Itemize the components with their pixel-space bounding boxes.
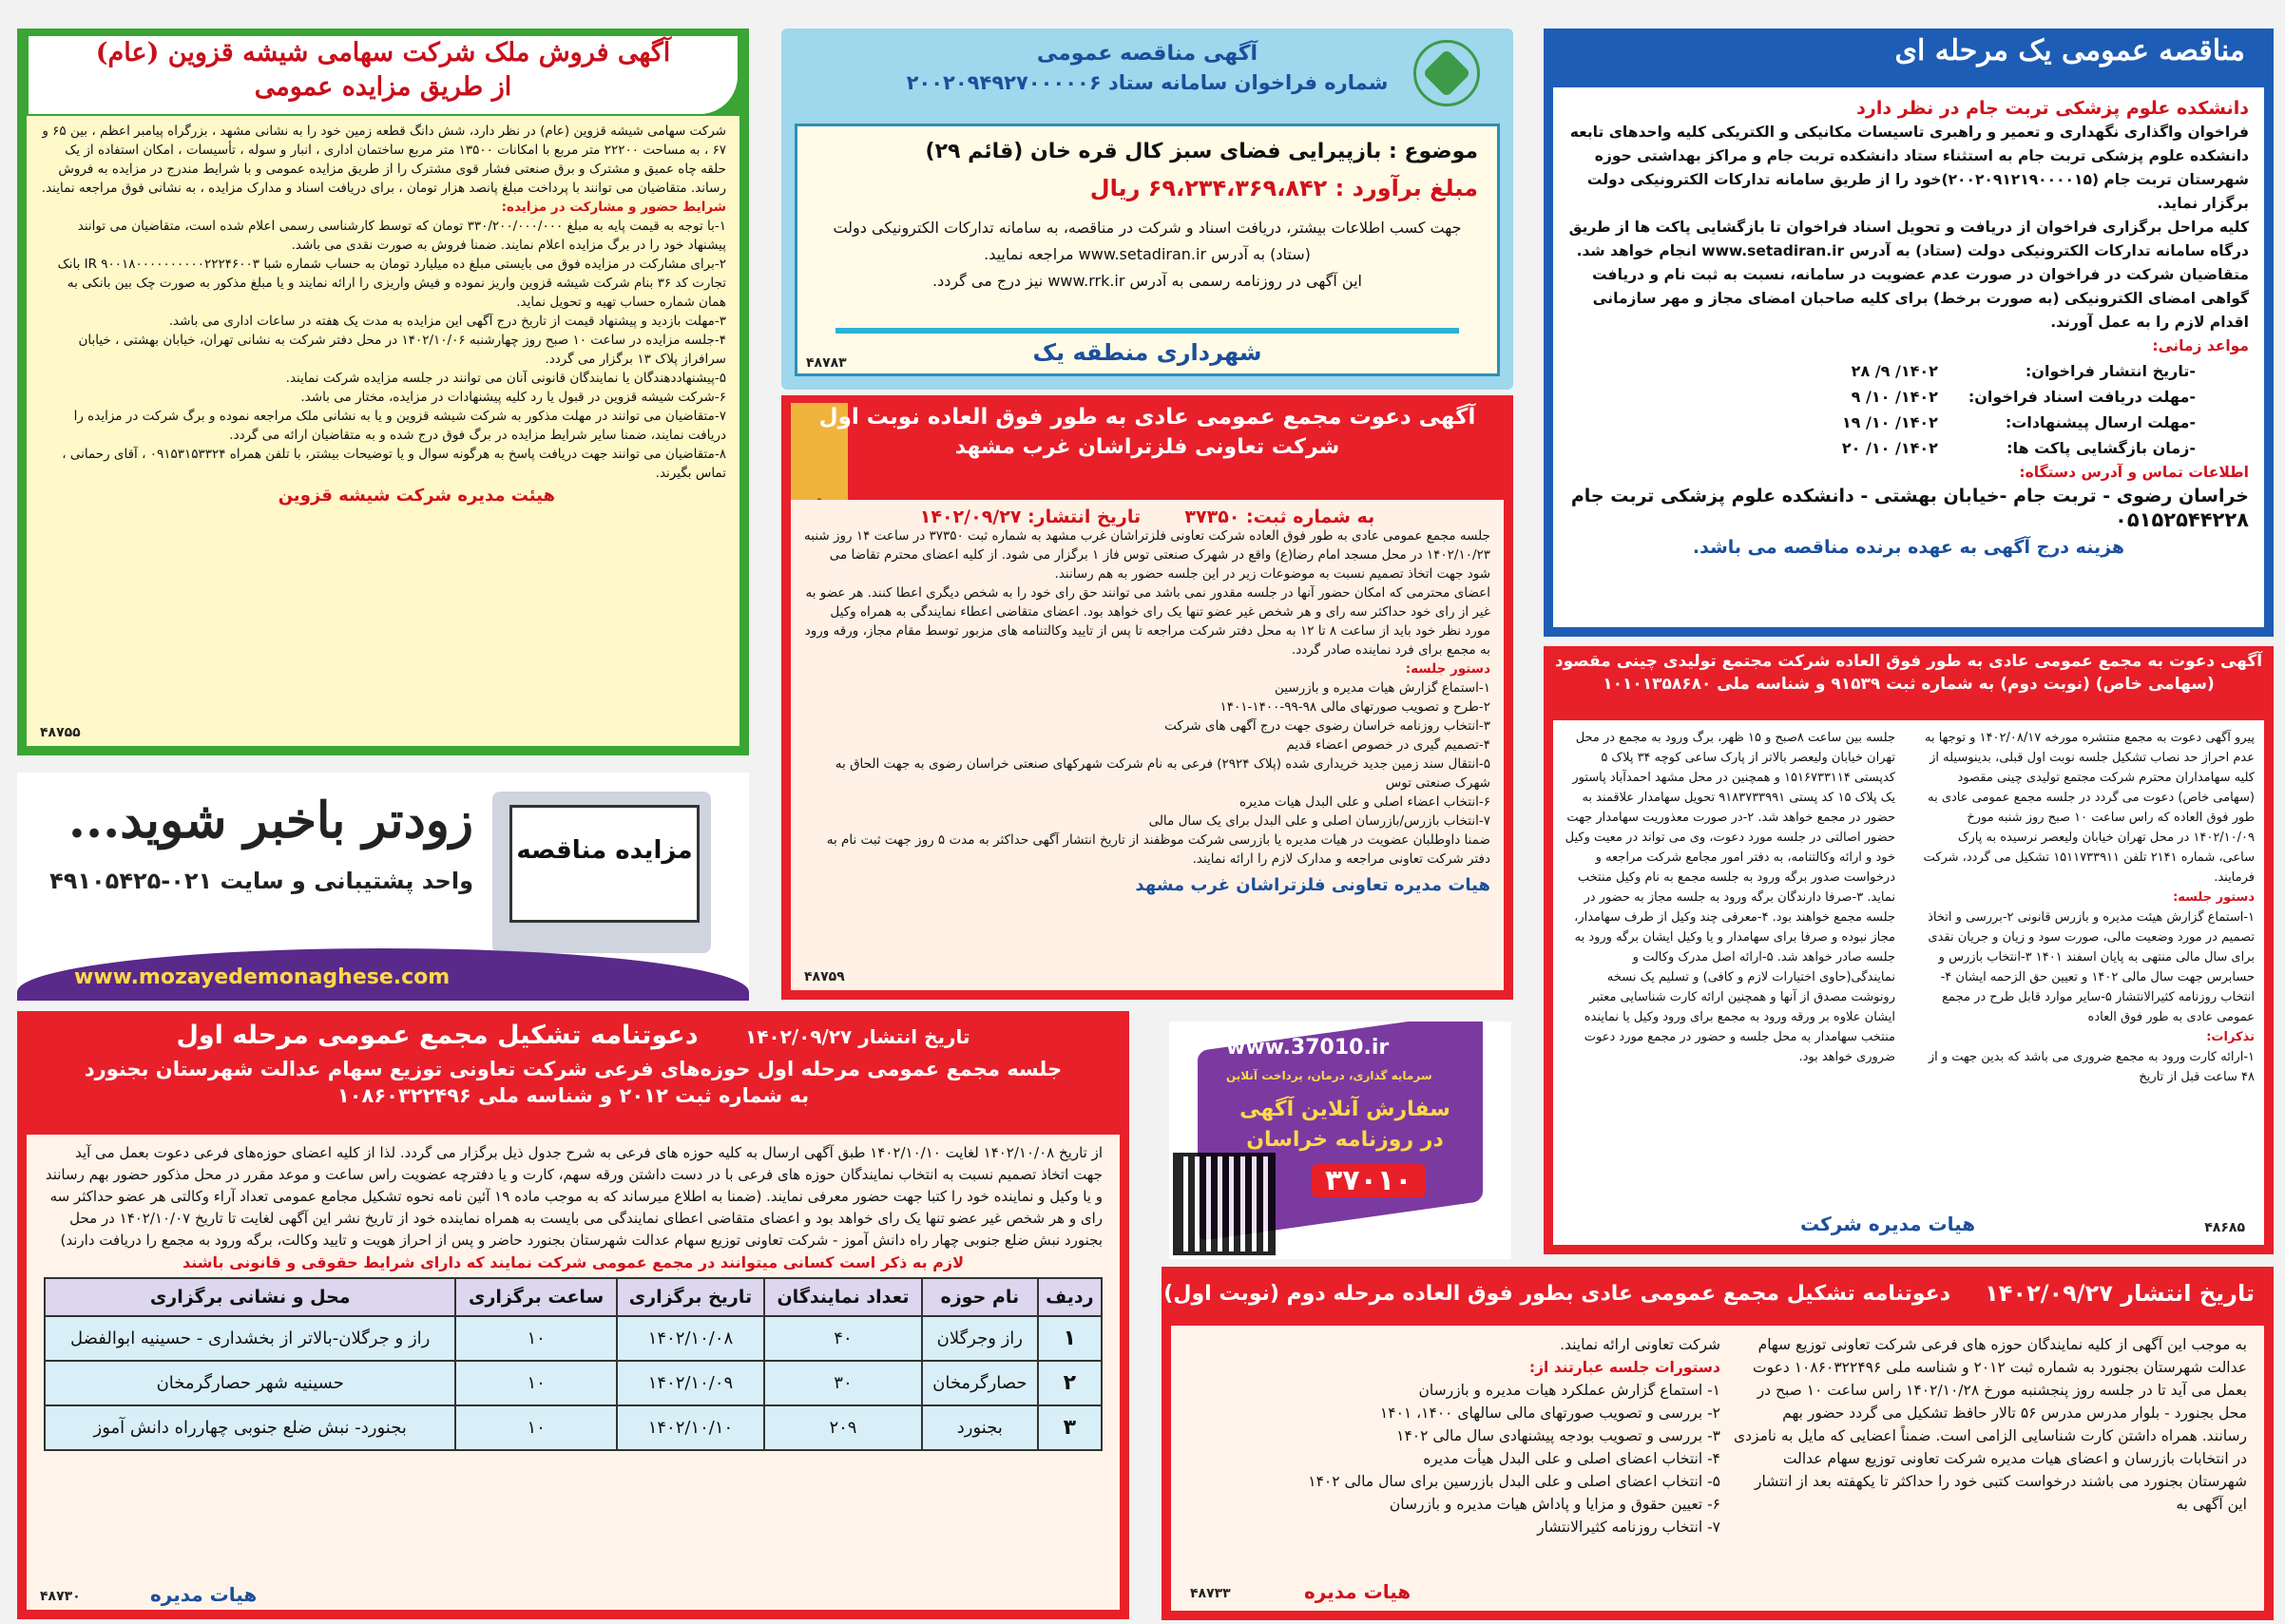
- ad-torbat-title: مناقصه عمومی یک مرحله ای: [1894, 34, 2245, 67]
- table-cell: ۴۰: [764, 1316, 922, 1361]
- ad-code: ۴۸۷۸۸: [1565, 608, 1605, 623]
- ad-glass-title: آگهی فروش ملک شرکت سهامی شیشه قزوین (عام): [95, 38, 671, 67]
- ad-china-body: [1553, 720, 2264, 1245]
- ad-bojnurd2-footer: هیات مدیره: [1304, 1580, 1411, 1603]
- ad-37010-line: سفارش آنلاین آگهی: [1239, 1098, 1450, 1121]
- ad-bojnurd2-title: دعوتنامه تشکیل مجمع عمومی عادی بطور فوق العاده مرحله دوم (نوبت اول): [1163, 1282, 1950, 1306]
- ad-bojnurd1-table: [44, 1277, 1103, 1451]
- ad-bojnurd2-agenda-item: ۳- بررسی و تصویب بودجه پیشنهادی سال مالی ۱۴۰۲: [1396, 1427, 1720, 1444]
- ad-china-subtitle: (سهامی خاص) (نوبت دوم) به شماره ثبت ۹۱۵۳۹ و شناسه ملی ۱۰۱۰۱۳۵۸۶۸۰: [1603, 675, 2215, 694]
- table-row: [1827, 358, 2211, 384]
- date-label: -مهلت ارسال پیشنهادات:: [2005, 413, 2196, 431]
- ad-37010-url[interactable]: www.37010.ir: [1226, 1036, 1390, 1060]
- ad-tender1-description: این آگهی در روزنامه رسمی به آدرس www.rrk.ir نیز درج می گردد.: [932, 272, 1362, 290]
- date-value: ۱۴۰۲/ ۱۰/ ۲۰: [1841, 439, 1938, 457]
- column-header: ردیف: [1038, 1278, 1102, 1316]
- ad-code: ۴۸۶۸۵: [2204, 1220, 2245, 1235]
- ad-glass-conditions-title: شرایط حضور و مشارکت در مزایده:: [501, 200, 726, 215]
- column-header: تاریخ برگزاری: [617, 1278, 764, 1316]
- ad-tender1-number: شماره فراخوان سامانه ستاد ۲۰۰۲۰۹۴۹۲۷۰۰۰۰۰۶: [906, 71, 1389, 94]
- ad-felez-meta: [804, 507, 1490, 526]
- ad-felez-agenda-item: ۲-طرح و تصویب صورتهای مالی ۹۸-۹۹-۱۴۰۰-۱۴۰۱: [1219, 699, 1490, 715]
- ad-zoodtar-banner: [17, 773, 749, 1001]
- ad-tender1-subject: موضوع : بازپیرایی فضای سبز کال قره خان (قائم ۲۹): [925, 140, 1478, 163]
- ad-glass-condition: ۳-مهلت بازدید و پیشنهاد قیمت از تاریخ درج آگهی این مزایده به مدت یک هفته در ساعات اداری می باشد.: [168, 314, 726, 329]
- ad-bojnurd1-title-line: [17, 1011, 1129, 1050]
- table-row: [45, 1361, 1102, 1405]
- ad-glass-condition: ۸-متقاضیان می توانند جهت دریافت پاسخ به هرگونه سوال و یا توضیحات بیشتر، با تلفن همراه ۰۹۱۵۳۱۵۳۳۲۴ ، آقای رحمانی ، تماس بگیرند.: [62, 447, 726, 481]
- ad-bojnurd2-header: [1162, 1267, 2274, 1326]
- table-cell: ۱۴۰۲/۱۰/۰۸: [617, 1316, 764, 1361]
- ad-china-assembly: [1544, 646, 2274, 1254]
- date-value: ۱۴۰۲/ ۹/ ۲۸: [1851, 362, 1938, 380]
- ad-bojnurd1-footer: هیات مدیره: [150, 1583, 258, 1606]
- ad-felez-body: [791, 500, 1504, 990]
- table-cell: ۱۰: [455, 1405, 616, 1450]
- ad-tender1-description: جهت کسب اطلاعات بیشتر، دریافت اسناد و شرکت در مناقصه، به سامانه تدارکات الکترونیکی دولت (ستاد) به آدرس www.setadiran.ir مراجعه نمایید.: [833, 219, 1462, 263]
- ad-tender1-org: شهرداری منطقه یک: [835, 328, 1459, 366]
- ad-felez-assembly: [781, 395, 1513, 1000]
- table-row: [1827, 410, 2211, 435]
- ad-bojnurd1-registration: به شماره ثبت ۲۰۱۲ و شناسه ملی ۱۰۸۶۰۳۲۲۴۹۶: [336, 1084, 810, 1107]
- table-cell: ۱۴۰۲/۱۰/۰۹: [617, 1361, 764, 1405]
- table-cell: بجنورد- نبش ضلع جنوبی چهارراه دانش آموز: [45, 1405, 455, 1450]
- ad-bojnurd2-left-column: [1188, 1333, 1720, 1538]
- logo-mozayede: [509, 805, 700, 923]
- ad-china-agenda: ۱-استماع گزارش هیئت مدیره و بازرس قانونی ۲-بررسی و اتخاذ تصمیم در مورد وضعیت مالی، صورت سود و زیان و جریان نقدی برای سال مالی منتهی به پایان اسفند ۱۴۰۱ ۳-انتخاب بازرس و حسابرس جهت سال مالی ۱۴۰۲ و تعیین حق الزحمه ایشان ۴-انتخاب روزنامه کثیرالانتشار ۵-سایر موارد قابل طرح در مجمع عمومی عادی به طور فوق العاده: [1928, 910, 2255, 1024]
- ad-felez-agenda-item: ۵-انتقال سند زمین جدید خریداری شده (پلاک ۲۹۲۴) فرعی به نام شرکت شهرکهای صنعتی خراسان رضوی به جهت الحاق به شهرک صنعتی توس: [835, 756, 1490, 791]
- ad-glass-condition: ۷-متقاضیان می توانند در مهلت مذکور به شرکت شیشه قزوین و یا به نشانی ملک مراجعه نموده و برگ شرکت در مزایده را دریافت نمایند، ضمنا سایر شرایط مزایده در برگ فوق درج شده و به متقاضیان ارائه می گردد.: [73, 409, 726, 443]
- qr-code-icon: [1177, 1156, 1272, 1251]
- ad-china-title: آگهی دعوت به مجمع عمومی عادی به طور فوق العاده شرکت مجتمع تولیدی چینی مقصود: [1554, 652, 2263, 671]
- table-cell: ۱: [1038, 1316, 1102, 1361]
- table-cell: بجنورد: [922, 1405, 1038, 1450]
- ad-glass-condition: ۱-با توجه به قیمت پایه به مبلغ ۳۳۰/۲۰۰/۰۰۰/۰۰۰ تومان که توسط کارشناسی رسمی اعلام شده است، متقاضیان می توانند پیشنهاد خود را در برگ مزایده اعلام نمایند. ضمنا فروش به صورت نقدی می باشد.: [77, 219, 726, 253]
- ad-felez-reg: به شماره ثبت: ۳۷۳۵۰: [1184, 506, 1375, 527]
- ad-glass-condition: ۶-شرکت شیشه قزوین در قبول یا رد کلیه پیشنهادات در مزایده، مختار می باشد.: [300, 390, 726, 405]
- ad-china-header: [1544, 650, 2274, 716]
- ad-code: ۴۸۷۵۹: [804, 969, 845, 984]
- ad-felez-paragraph: اعضای محترمی که امکان حضور آنها در جلسه مقدور نمی باشد می توانند حق رای خود را به شخص دیگری اعطا کنند. هر عضو به غیر از رای خود حداکثر سه رای و هر شخص غیر عضو تنها یک رای خواهد بود. اعضای متقاضی اعطاء نمایندگی به همراه وکیل مورد نظر خود باید از ساعت ۸ تا ۱۲ به محل دفتر شرکت مراجعه تا پس از تایید وکالتنامه های مزبور توسط مقام مجاز، ورقه ورود به مجمع برای فرد نماینده صادر گردد.: [804, 585, 1490, 658]
- ad-zoodtar-title: زودتر باخبر شوید...: [67, 792, 473, 850]
- ad-torbat-address: خراسان رضوی - تربت جام -خیابان بهشتی - دانشکده علوم پزشکی تربت جام: [1570, 486, 2249, 506]
- ad-bojnurd1-date: تاریخ انتشار ۱۴۰۲/۰۹/۲۷: [744, 1025, 970, 1048]
- table-cell: راز وجرگلان: [922, 1316, 1038, 1361]
- ad-zoodtar-website[interactable]: www.mozayedemonaghese.com: [74, 965, 451, 989]
- table-cell: ۳۰: [764, 1361, 922, 1405]
- ad-torbat-note: هزینه درج آگهی به عهده برنده مناقصه می باشد.: [1692, 537, 2125, 558]
- ad-china-remark: ۱-ارائه کارت ورود به مجمع ضروری می باشد که بدین جهت و از ۴۸ ساعت قبل از تاریخ: [1928, 1050, 2255, 1084]
- ad-tender1-header: [781, 29, 1513, 124]
- table-cell: ۱۴۰۲/۱۰/۱۰: [617, 1405, 764, 1450]
- laptop-icon: [492, 792, 711, 953]
- date-value: ۱۴۰۲/ ۱۰/ ۱۹: [1841, 413, 1938, 431]
- table-row: [45, 1405, 1102, 1450]
- ad-felez-header: [781, 395, 1513, 500]
- ad-37010-line: در روزنامه خراسان: [1246, 1128, 1444, 1152]
- date-label: -مهلت دریافت اسناد فراخوان:: [1968, 388, 2196, 406]
- date-label: -زمان بازگشایی پاکت ها:: [2007, 439, 2196, 457]
- table-cell: ۲۰۹: [764, 1405, 922, 1450]
- table-cell: ۳: [1038, 1405, 1102, 1450]
- ad-felez-date: تاریخ انتشار: ۱۴۰۲/۰۹/۲۷: [919, 506, 1142, 527]
- ad-glass-intro: شرکت سهامی شیشه قزوین (عام) در نظر دارد، شش دانگ قطعه زمین خود را به نشانی مشهد ، بزرگراه پیامبر اعظم ، بین ۶۵ و ۶۷ ، به مساحت ۲۲۲۰۰ متر مربع با امکانات ۱۳۵۰۰ متر مربع ساختمان اداری ، انبار و سوله ، تأسیسات ، امکان استفاده از یک حلقه چاه عمیق و مشترک و برق صنعتی فشار قوی مشترک را از طریق مزایده عمومی و با شرایط مندرج در مزایده به فروش رساند. متقاضیان می توانند با پرداخت مبلغ پانصد هزار تومان ، برای دریافت اسناد و مدارک مزایده ، به نشانی فوق مراجعه نمایند.: [41, 124, 726, 196]
- ad-bojnurd1-header: [17, 1011, 1129, 1135]
- ad-code: ۴۸۷۸۳: [806, 355, 847, 371]
- ad-bojnurd2-date: تاریخ انتشار ۱۴۰۲/۰۹/۲۷: [1985, 1280, 2255, 1307]
- ad-bojnurd2-agenda-item: ۴- انتخاب اعضای اصلی و علی البدل هیأت مدیره: [1423, 1450, 1720, 1467]
- ad-bojnurd1-subtitle: جلسه مجمع عمومی مرحله اول حوزه‌های فرعی شرکت تعاونی توزیع سهام عدالت شهرستان بجنورد: [84, 1058, 1063, 1080]
- ad-china-left-column: [1563, 728, 1895, 1199]
- table-cell: راز و جرگلان-بالاتر از بخشداری - حسینیه ابوالفضل: [45, 1316, 455, 1361]
- ad-37010-number: ۳۷۰۱۰: [1312, 1164, 1426, 1197]
- ad-tender-district1: [781, 29, 1513, 390]
- ad-bojnurd2-agenda-item: ۵- انتخاب اعضای اصلی و علی البدل بازرسین برای سال مالی ۱۴۰۲: [1308, 1473, 1720, 1490]
- ad-bojnurd2-agenda-item: ۱- استماع گزارش عملکرد هیات مدیره و بازرسان: [1418, 1382, 1720, 1399]
- ad-bojnurd2-agenda-item: ۶- تعیین حقوق و مزایا و پاداش هیات مدیره و بازرسان: [1389, 1496, 1720, 1513]
- table-header-row: [45, 1278, 1102, 1316]
- ad-bojnurd1-body: [27, 1135, 1120, 1610]
- ad-china-text: پیرو آگهی دعوت به مجمع منتشره مورخه ۱۴۰۲/۰۸/۱۷ و توجها به عدم احراز حد نصاب تشکیل جلسه نوبت اول قبلی، بدینوسیله از کلیه سهامداران محترم شرکت مجتمع تولیدی چینی مقصود (سهامی خاص) دعوت می گردد در جلسه مجمع عمومی عادی به طور فوق العاده که راس ساعت ۱۰ صبح روز شنبه مورخ ۱۴۰۲/۱۰/۰۹ در محل تهران خیابان ولیعصر نرسیده به پارک ساعی، شماره ۲۱۴۱ تلفن ۱۵۱۱۷۳۳۹۱۱ تشکیل می گردد، شرکت فرمایند.: [1923, 731, 2255, 885]
- ad-felez-agenda-item: ۱-استماع گزارش هیات مدیره و بازرسین: [1274, 680, 1490, 696]
- ad-torbat-tender: [1544, 29, 2274, 637]
- ad-bojnurd1-title: دعوتنامه تشکیل مجمع عمومی مرحله اول: [176, 1021, 699, 1050]
- ad-bojnurd2-text: شرکت تعاونی ارائه نمایند.: [1560, 1336, 1720, 1353]
- column-header: نام حوزه: [922, 1278, 1038, 1316]
- table-row: [1827, 384, 2211, 410]
- column-header: محل و نشانی برگزاری: [45, 1278, 455, 1316]
- ad-bojnurd2-body: [1171, 1326, 2264, 1611]
- ad-code: ۴۸۷۳۰: [40, 1589, 81, 1604]
- logo-text: مزایده مناقصه: [516, 836, 693, 865]
- ad-torbat-contact-title: اطلاعات تماس و آدرس دستگاه:: [2019, 464, 2249, 481]
- table-row: [45, 1316, 1102, 1361]
- ad-torbat-paragraph: کلیه مراحل برگزاری فراخوان از دریافت و تحویل اسناد فراخوان تا بازگشایی پاکت ها از طریق درگاه سامانه تدارکات الکترونیکی دولت (ستاد) به آدرس www.setadiran.ir انجام خواهد شد.: [1568, 219, 2249, 259]
- ad-bojnurd1-warning: لازم به ذکر است کسانی میتوانند در مجمع عمومی شرکت نمایند که دارای شرایط حقوقی و قانونی باشند: [182, 1253, 964, 1271]
- ad-glass-condition: ۵-پیشنهاددهندگان یا نمایندگان قانونی آنان می توانند در جلسه مزایده شرکت نمایند.: [285, 371, 726, 386]
- ad-torbat-paragraph: فراخوان واگذاری نگهداری و تعمیر و راهبری تاسیسات مکانیکی و الکتریکی کلیه واحدهای تابعه دانشکده علوم پزشکی تربت جام به استثناء ستاد دانشکده تربت جام و مراکز بهداشتی حوزه شهرستان تربت جام (۲۰۰۲۰۹۱۲۱۹۰۰۰۰۱۵)خود را از طریق سامانه تدارکات الکترونیکی دولت برگزار نماید.: [1569, 124, 2249, 212]
- ad-glass-body: [27, 116, 739, 746]
- ad-bojnurd1-text: از تاریخ ۱۴۰۲/۱۰/۰۸ لغایت ۱۴۰۲/۱۰/۱۰ طبق آگهی ارسال به کلیه حوزه های فرعی به شرح جدول ذیل برگزار می گردد. لذا از کلیه اعضای حوزه‌های فرعی دعوت بعمل می آید جهت اتخاذ تصمیم نسبت به انتخاب نمایندگان حوزه های فرعی با در دست داشتن ورقه سهم، کارت و یا دفترچه عضویت راس ساعت و موعد مقرر در محل مذکور حضور بهم رسانند و یا وکیل و نماینده خود را کتبا جهت حضور معرفی نمایند. (ضمنا به اطلاع میرساند که به موجب ماده ۱۹ آئین نامه نحوه تشکیل مجامع عمومی تعداد آراء وکالتی هر عضو حداکثر سه رای و هر شخص غیر عضو تنها یک رای خواهد بود و اعضای متقاضی اعطای نمایندگی می بایست به همراه نماینده خود از تاریخ نشر این آگهی لغایت تا تاریخ ۱۴۰۲/۱۰/۰۷ در محل بجنورد نبش ضلع جنوبی چهار راه دانش آموز - شرکت تعاونی توزیع سهام عدالت شهرستان بجنورد حاضر و پس از احراز هویت و تایید وکالت، برگه ورود به مجمع را دریافت دارند): [45, 1144, 1103, 1249]
- ad-torbat-dates-table: [1827, 358, 2211, 461]
- ad-37010-tagline: سرمایه گذاری، درمان، پرداخت آنلاین: [1226, 1069, 1432, 1082]
- ad-bojnurd2-agenda-item: ۷- انتخاب روزنامه کثیرالانتشار: [1537, 1519, 1720, 1536]
- ad-glass-condition: ۲-برای مشارکت در مزایده فوق می بایستی مبلغ ده میلیارد تومان به حساب شماره شبا IR ۹۰۰۱۸۰۰۰۰۰۰۰۰۰۰۲۲۲۴۶۰۰۳ بانک تجارت کد ۳۶ بنام شرکت شیشه قزوین واریز نموده و فیش واریزی را ارائه نمایند و یا مبلغ مذکور به صورت چک بین بانکی به همان شماره حساب تهیه و تحویل نماید.: [57, 257, 726, 310]
- ad-bojnurd-stage1: [17, 1011, 1129, 1619]
- ad-glass-auction: [17, 29, 749, 755]
- ad-felez-paragraph: جلسه مجمع عمومی عادی به طور فوق العاده شرکت تعاونی فلزتراشان غرب مشهد به شماره ثبت ۳۷۳۵۰ در ساعت ۱۴ روز شنبه ۱۴۰۲/۱۰/۲۳ در محل مسجد امام رضا(ع) واقع در شهرک صنعتی توس فاز ۱ برگزار می شود. از کلیه اعضای محترم تقاضا می شود جهت اتخاذ تصمیم نسبت به موضوعات زیر در این جلسه حضور به هم رسانند.: [804, 528, 1490, 582]
- ad-torbat-body: [1553, 87, 2264, 627]
- ad-felez-agenda-item: ۴-تصمیم گیری در خصوص اعضاء قدیم: [1286, 737, 1490, 753]
- ad-china-remark-title: تذکرات:: [2206, 1030, 2255, 1044]
- ad-glass-header: [29, 36, 738, 114]
- ad-torbat-phone: ۰۵۱۵۲۵۴۴۲۲۸: [2115, 508, 2249, 531]
- column-header: ساعت برگزاری: [455, 1278, 616, 1316]
- ad-felez-footer: هیات مدیره تعاونی فلزتراشان غرب مشهد: [1135, 875, 1490, 895]
- ad-bojnurd2-agenda-item: ۲- بررسی و تصویب صورتهای مالی سالهای ۱۴۰۰، ۱۴۰۱: [1379, 1404, 1720, 1422]
- ad-tender1-heading: آگهی مناقصه عمومی: [1036, 42, 1258, 66]
- ad-torbat-org-line: دانشکده علوم پزشکی تربت جام در نظر دارد: [1856, 98, 2249, 119]
- date-label: -تاریخ انتشار فراخوان:: [2025, 362, 2196, 380]
- ad-tender1-price: مبلغ برآورد : ۶۹،۲۳۴،۳۶۹،۸۴۲ ریال: [1089, 175, 1478, 201]
- ad-bojnurd2-agenda-title: دستورات جلسه عبارتند از:: [1528, 1359, 1720, 1376]
- ad-bojnurd2-text: به موجب این آگهی از کلیه نمایندگان حوزه های فرعی شرکت تعاونی توزیع سهام عدالت شهرستان بجنورد به شماره ثبت ۲۰۱۲ و شناسه ملی ۱۰۸۶۰۳۲۲۴۹۶ دعوت بعمل می آید تا در جلسه روز پنجشنبه مورخ ۱۴۰۲/۱۰/۲۸ راس ساعت ۱۰ صبح در محل بجنورد - بلوار مدرس مدرس ۵۶ تالار حافظ تشکیل می گردد حضور بهم رسانند. همراه داشتن کارت شناسایی الزامی است. ضمناً اعضایی که مایل به نامزدی در انتخابات بازرسان و اعضای هیات مدیره شرکت تعاونی توزیع سهام عدالت شهرستان بجنورد می باشند درخواست کتبی خود را حداکثر تا یکهفته بعد از انتشار این آگهی به: [1733, 1336, 2247, 1513]
- table-cell: ۲: [1038, 1361, 1102, 1405]
- ad-felez-agenda-item: ۳-انتخاب روزنامه خراسان رضوی جهت درج آگهی های شرکت: [1164, 718, 1490, 734]
- ad-glass-condition: ۴-جلسه مزایده در ساعت ۱۰ صبح روز چهارشنبه ۱۴۰۲/۱۰/۰۶ در محل دفتر شرکت به نشانی تهران، خیابان بهشتی ، خیابان سرافراز پلاک ۱۳ برگزار می گردد.: [78, 333, 726, 367]
- ad-bojnurd-stage2: [1162, 1267, 2274, 1620]
- ad-glass-footer: هیئت مدیره شرکت شیشه قزوین: [278, 486, 555, 506]
- ad-felez-agenda-item: ۷-انتخاب بازرس/بازرسان اصلی و علی البدل برای یک سال مالی: [1148, 813, 1490, 829]
- table-row: [1827, 435, 2211, 461]
- ad-tender1-panel: [795, 124, 1500, 376]
- ad-torbat-dates-title: مواعد زمانی:: [2152, 337, 2249, 354]
- ad-37010: [1169, 1022, 1511, 1259]
- ad-felez-title: آگهی دعوت مجمع عمومی عادی به طور فوق العاده نوبت اول: [818, 405, 1476, 430]
- ad-felez-note: ضمنا داوطلبان عضویت در هیات مدیره یا بازرسی شرکت موظفند از تاریخ انتشار آگهی حداکثر به مدت ۵ روز جهت ثبت نام به دفتر شرکت تعاونی مراجعه و مدارک لازم را ارائه نمایند.: [826, 832, 1490, 867]
- ad-felez-agenda-title: دستور جلسه:: [1405, 661, 1490, 677]
- ad-china-footer: هیات مدیره شرکت: [1800, 1213, 1976, 1235]
- date-value: ۱۴۰۲/ ۱۰/ ۹: [1851, 388, 1938, 406]
- ad-china-right-column: [1922, 728, 2255, 1199]
- ad-glass-subtitle: از طریق مزایده عمومی: [254, 72, 512, 102]
- ad-code: ۴۸۷۳۳: [1190, 1586, 1231, 1601]
- ad-felez-subtitle: شرکت تعاونی فلزتراشان غرب مشهد: [954, 435, 1340, 459]
- ad-code: ۴۸۷۵۵: [40, 725, 81, 740]
- ad-china-agenda-title: دستور جلسه:: [2173, 890, 2255, 905]
- table-cell: حصارگرمخان: [922, 1361, 1038, 1405]
- ad-china-text: جلسه بین ساعت ۸صبح و ۱۵ ظهر، برگ ورود به مجمع در محل تهران خیابان ولیعصر بالاتر از پارک ساعی کوچه ۳۴ پلاک ۵ کدپستی ۱۵۱۶۷۳۳۱۱۴ و همچنین در محل مشهد احمدآباد پاستور یک پلاک ۱۵ کد پستی ۹۱۸۳۷۳۳۹۹۱ تحویل سهامدار علاقمند به حضور در مجمع خواهد شد. ۲-در صورت معذوریت سهامدار جهت حضور اصالتی در جلسه مورد دعوت، وی می تواند در معیت وکیل خود و ارائه وکالتنامه، به دفتر امور مجامع شرکت مراجعه و درخواست صدور برگه ورود به جلسه مجمع به نام وکیل منتخب نماید. ۳-صرفا دارندگان برگه ورود به جلسه مجاز به حضور در جلسه مجمع خواهند بود. ۴-معرفی چند وکیل از طرف سهامدار، مجاز نبوده و صرفا برای سهامدار و یا وکیل ایشان برگه ورود به جلسه صادر خواهد شد. ۵-ارائه اصل مدرک وکالت و نمایندگی(حاوی اختیارات لازم و کافی) و تسلیم یک نسخه رونوشت مصدق از آنها و همچنین ارائه کارت شناسایی معتبر ایشان علاوه بر ورقه ورود به مجمع برای ورود وکیل یا نماینده منتخب سهامدار به محل جلسه و حضور در مجمع مورد دعوت ضروری خواهد بود.: [1565, 731, 1895, 1064]
- ad-zoodtar-support: واحد پشتیبانی و سایت ۰۲۱-۴۹۱۰۵۴۲۵: [49, 868, 473, 894]
- ad-bojnurd2-right-column: [1734, 1333, 2247, 1516]
- ad-torbat-paragraph: متقاضیان شرکت در فراخوان در صورت عدم عضویت در سامانه، نسبت به ثبت نام و دریافت گواهی امضای الکترونیکی (به صورت برخط) برای کلیه صاحبان امضای مجاز و مهر سازمانی اقدام لازم را به عمل آورند.: [1592, 266, 2249, 331]
- table-cell: ۱۰: [455, 1361, 616, 1405]
- table-cell: حسینیه شهر حصارگرمخان: [45, 1361, 455, 1405]
- ad-felez-agenda-item: ۶-انتخاب اعضاء اصلی و علی البدل هیات مدیره: [1239, 794, 1490, 810]
- table-cell: ۱۰: [455, 1316, 616, 1361]
- column-header: تعداد نمایندگان: [764, 1278, 922, 1316]
